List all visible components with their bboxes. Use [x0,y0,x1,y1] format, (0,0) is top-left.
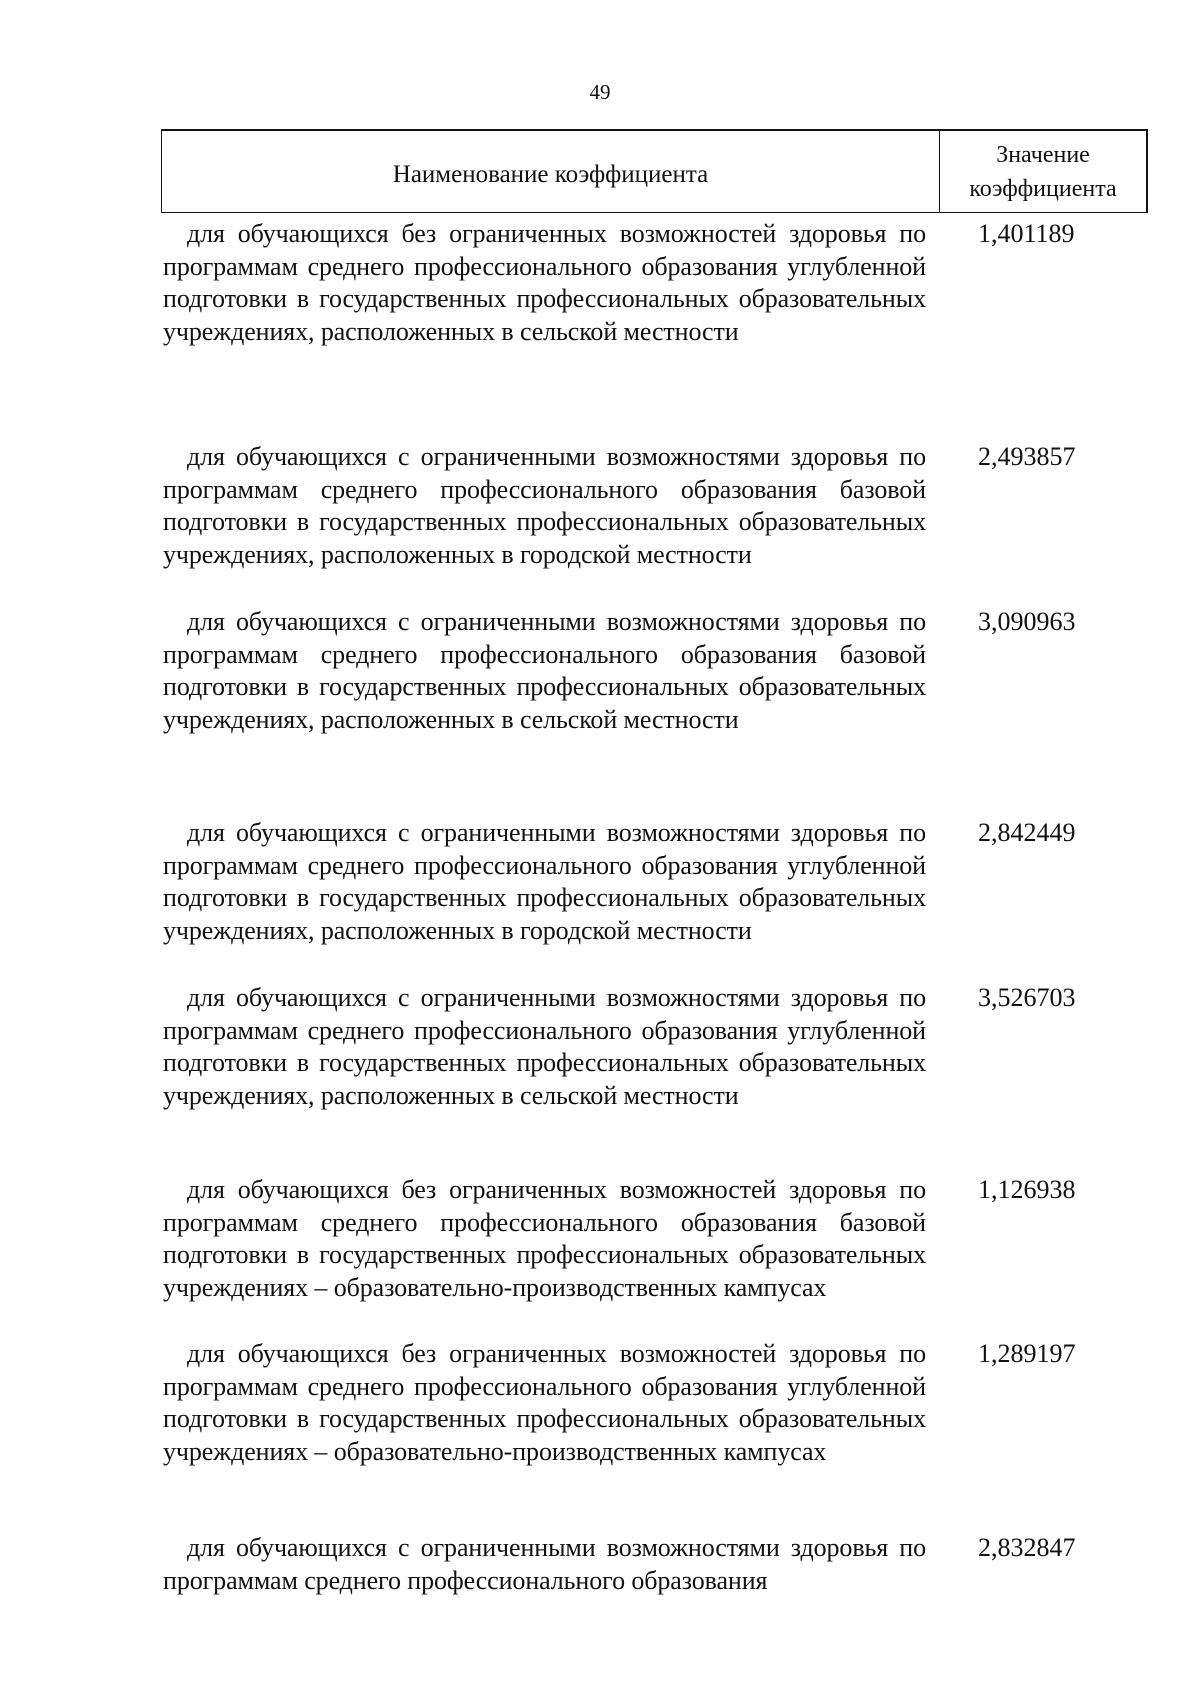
coefficient-name: для обучающихся без ограниченных возможностей здоровья по программам среднего профессионального образования базовой подготовки в государственных профессиональных образовательных учреждениях – образовательно-производственных кампусах [163,1175,926,1302]
coefficient-name: для обучающихся с ограниченными возможностями здоровья по программам среднего профессионального образования углубленной подготовки в государственных профессиональных образовательных учреждениях, расположенных в сельской местности [163,983,926,1110]
coefficient-name: для обучающихся с ограниченными возможностями здоровья по программам среднего профессионального образования базовой подготовки в государственных профессиональных образовательных учреждениях, расположенных в сельской местности [163,607,926,734]
page-number: 49 [589,80,611,104]
coefficient-value: 2,842449 [978,818,1076,847]
coefficient-name: для обучающихся с ограниченными возможностями здоровья по программам среднего профессионального образования базовой подготовки в государственных профессиональных образовательных учреждениях, расположенных в городской местности [163,442,926,569]
coefficient-value: 3,526703 [978,983,1076,1012]
coefficient-name: для обучающихся без ограниченных возможностей здоровья по программам среднего профессионального образования углубленной подготовки в государственных профессиональных образовательных учреждениях – образовательно-производственных кампусах [163,1339,926,1466]
coefficient-value: 1,289197 [978,1339,1076,1368]
coefficient-value: 2,493857 [978,442,1076,471]
header-name-column: Наименование коэффициента [162,131,940,212]
coefficient-value: 1,126938 [978,1175,1076,1204]
coefficient-value: 1,401189 [978,219,1075,248]
coefficient-name: для обучающихся без ограниченных возможностей здоровья по программам среднего профессионального образования углубленной подготовки в государственных профессиональных образовательных учреждениях, расположенных в сельской местности [163,219,926,346]
coefficient-value: 2,832847 [978,1533,1076,1562]
coefficient-value: 3,090963 [978,607,1076,636]
header-value-column: Значение коэффициента [969,141,1117,202]
coefficient-name: для обучающихся с ограниченными возможностями здоровья по программам среднего профессионального образования [163,1533,926,1595]
coefficient-name: для обучающихся с ограниченными возможностями здоровья по программам среднего профессионального образования углубленной подготовки в государственных профессиональных образовательных учреждениях, расположенных в городской местности [163,818,926,945]
table-header [161,129,1148,213]
